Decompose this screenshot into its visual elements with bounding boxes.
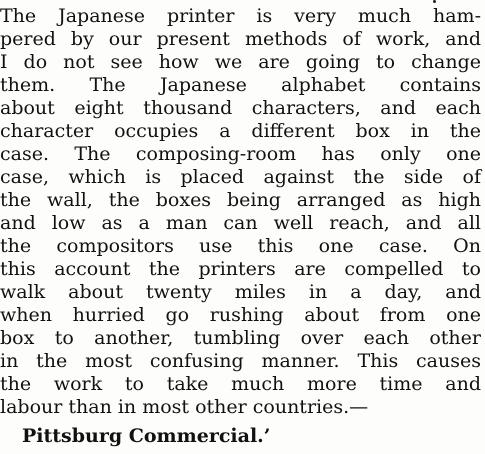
article-line-14: when hurried go rushing about from one (0, 304, 481, 326)
article-line-8: case, which is placed against the side of (0, 166, 481, 188)
ink-speck (433, 0, 436, 3)
article-line-15: box to another, tumbling over each other (0, 327, 481, 349)
article-line-10: and low as a man can well reach, and all (0, 212, 481, 234)
article-line-13: walk about twenty miles in a day, and (0, 281, 481, 303)
source-attribution: Pittsburg Commercial.’ (22, 425, 271, 447)
article-line-18: labour than in most other countries.— (0, 396, 369, 418)
article-line-3: I do not see how we are going to change (0, 51, 481, 73)
article-line-4: them. The Japanese alphabet contains (0, 74, 481, 96)
article-line-5: about eight thousand characters, and each (0, 97, 481, 119)
article-line-17: the work to take much more time and (0, 373, 481, 395)
article-line-9: the wall, the boxes being arranged as high (0, 189, 481, 211)
article-line-1: The Japanese printer is very much ham- (0, 5, 481, 27)
article-line-12: this account the printers are compelled to (0, 258, 481, 280)
article-line-16: in the most confusing manner. This causes (0, 350, 481, 372)
article-line-11: the compositors use this one case. On (0, 235, 481, 257)
article-line-6: character occupies a different box in the (0, 120, 481, 142)
article-line-2: pered by our present methods of work, and (0, 28, 481, 50)
article-line-7: case. The composing-room has only one (0, 143, 481, 165)
